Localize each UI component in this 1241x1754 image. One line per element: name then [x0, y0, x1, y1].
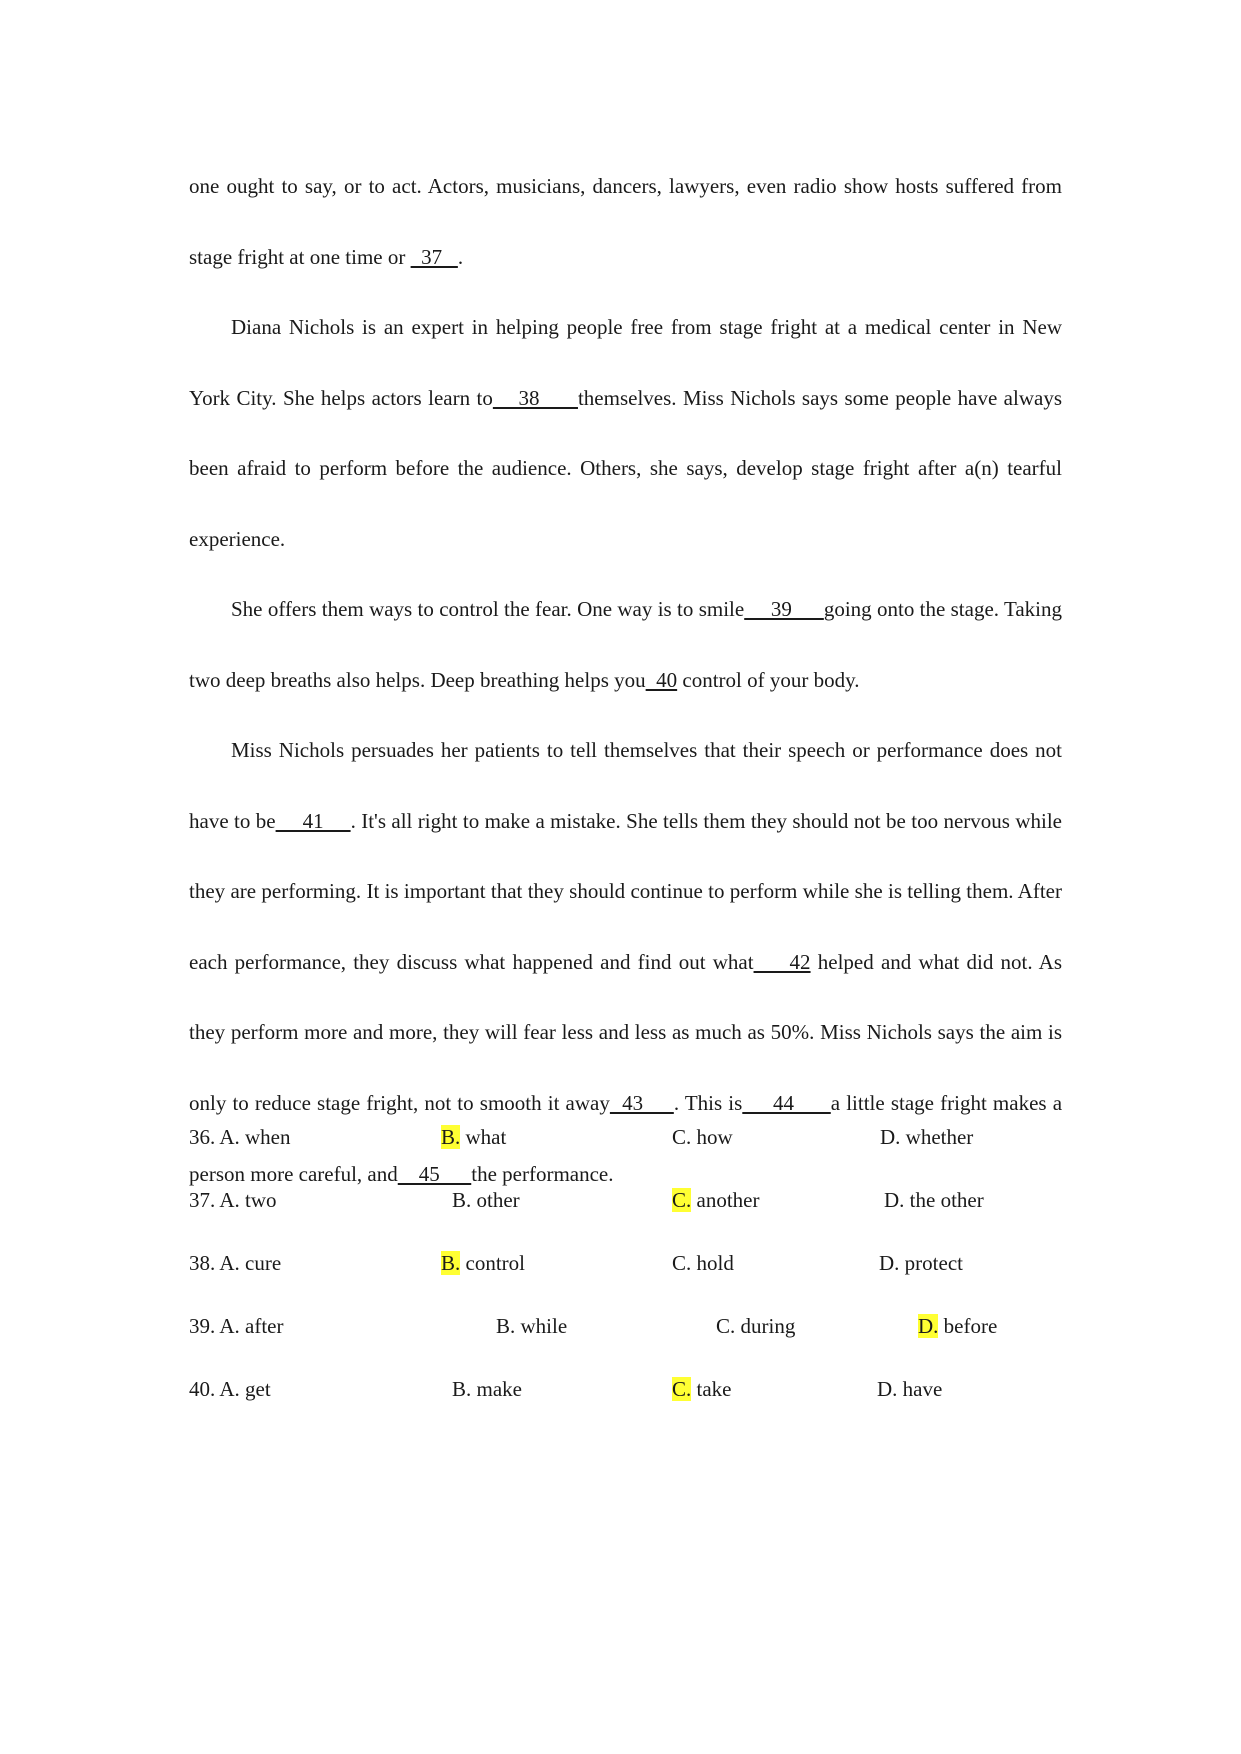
answer-option: D. have: [877, 1377, 943, 1401]
highlighted-letter: D.: [918, 1314, 939, 1338]
answer-option: 38. A. cure: [189, 1251, 282, 1275]
option-row: [0, 1125, 1241, 1155]
answer-option: C. hold: [672, 1251, 734, 1275]
answer-blank: 37: [410, 244, 458, 269]
answer-blank: 44: [742, 1090, 831, 1115]
answer-option-correct: [918, 1314, 997, 1339]
passage-text: helped and what did not. As they perform more and more, they will fear less and less as much as 50%. Miss Nichols says the aim is only to reduce stage fright, not to smooth it away: [189, 949, 1062, 1115]
option-word: before: [938, 1314, 998, 1338]
answer-blank: 42: [753, 949, 811, 974]
passage-text: the performance.: [471, 1161, 614, 1186]
answer-option-correct: [441, 1125, 506, 1150]
answer-blank: 39: [744, 597, 824, 621]
highlighted-letter: B.: [441, 1251, 461, 1275]
answer-option: 37. A. two: [189, 1188, 277, 1212]
option-row: [0, 1251, 1241, 1281]
passage-text: going onto the stage. Taking two deep breaths also helps. Deep breathing helps you: [189, 597, 1063, 692]
answer-option: 40. A. get: [189, 1377, 271, 1401]
option-word: another: [691, 1188, 760, 1212]
passage-paragraph-3: [189, 574, 1062, 715]
answer-blank: 40: [645, 667, 678, 692]
answer-option: D. whether: [880, 1125, 974, 1149]
answer-option: C. how: [672, 1125, 733, 1149]
passage-paragraph-1: [189, 151, 1062, 292]
option-row: [0, 1188, 1241, 1218]
passage-text: themselves. Miss Nichols says some people have always been afraid to perform before the audience. Others, she says, develop stage fright after a(n) tearful experience.: [189, 385, 1063, 551]
option-word: control: [460, 1251, 525, 1275]
passage-text: control of your body.: [677, 667, 860, 692]
passage-text: . It's all right to make a mistake. She tells them they should not be too nervous while they are performing. It is important that they should continue to perform while she is telling them. After each performance, they discuss what happened and find out what: [189, 808, 1063, 974]
answer-blank: 45: [397, 1161, 472, 1186]
answer-blank: 41: [275, 808, 351, 833]
passage-text: a little stage fright makes a person more careful, and: [189, 1090, 1063, 1186]
passage-text: one ought to say, or to act. Actors, musicians, dancers, lawyers, even radio show hosts suffered from stage fright at one time or: [189, 174, 1062, 269]
answer-option-correct: [441, 1251, 525, 1276]
answer-blank: 43: [609, 1090, 674, 1115]
passage-paragraph-2: [189, 292, 1062, 574]
option-word: what: [460, 1125, 507, 1149]
answer-option-correct: [672, 1188, 760, 1213]
passage-text: .: [457, 244, 464, 269]
answer-option: B. other: [452, 1188, 520, 1212]
passage-text: Diana Nichols is an expert in helping people free from stage fright at a medical center in New York City. She helps actors learn to: [189, 315, 1062, 410]
answer-option: D. protect: [879, 1251, 963, 1275]
answer-option-correct: [672, 1377, 732, 1402]
option-row: [0, 1377, 1241, 1407]
answer-blank: 38: [492, 385, 578, 410]
highlighted-letter: C.: [672, 1188, 692, 1212]
answer-option: B. while: [496, 1314, 568, 1338]
option-word: take: [691, 1377, 732, 1401]
passage-text: She offers them ways to control the fear. One way is to smile: [231, 597, 745, 621]
passage-text: . This is: [673, 1090, 743, 1115]
answer-option: C. during: [716, 1314, 796, 1338]
answer-option: 36. A. when: [189, 1125, 291, 1149]
highlighted-letter: B.: [441, 1125, 461, 1149]
answer-option: B. make: [452, 1377, 522, 1401]
option-row: [0, 1314, 1241, 1344]
answer-option: 39. A. after: [189, 1314, 284, 1338]
passage-text: Miss Nichols persuades her patients to tell themselves that their speech or performance does not have to be: [189, 738, 1062, 833]
highlighted-letter: C.: [672, 1377, 692, 1401]
answer-option: D. the other: [884, 1188, 984, 1212]
